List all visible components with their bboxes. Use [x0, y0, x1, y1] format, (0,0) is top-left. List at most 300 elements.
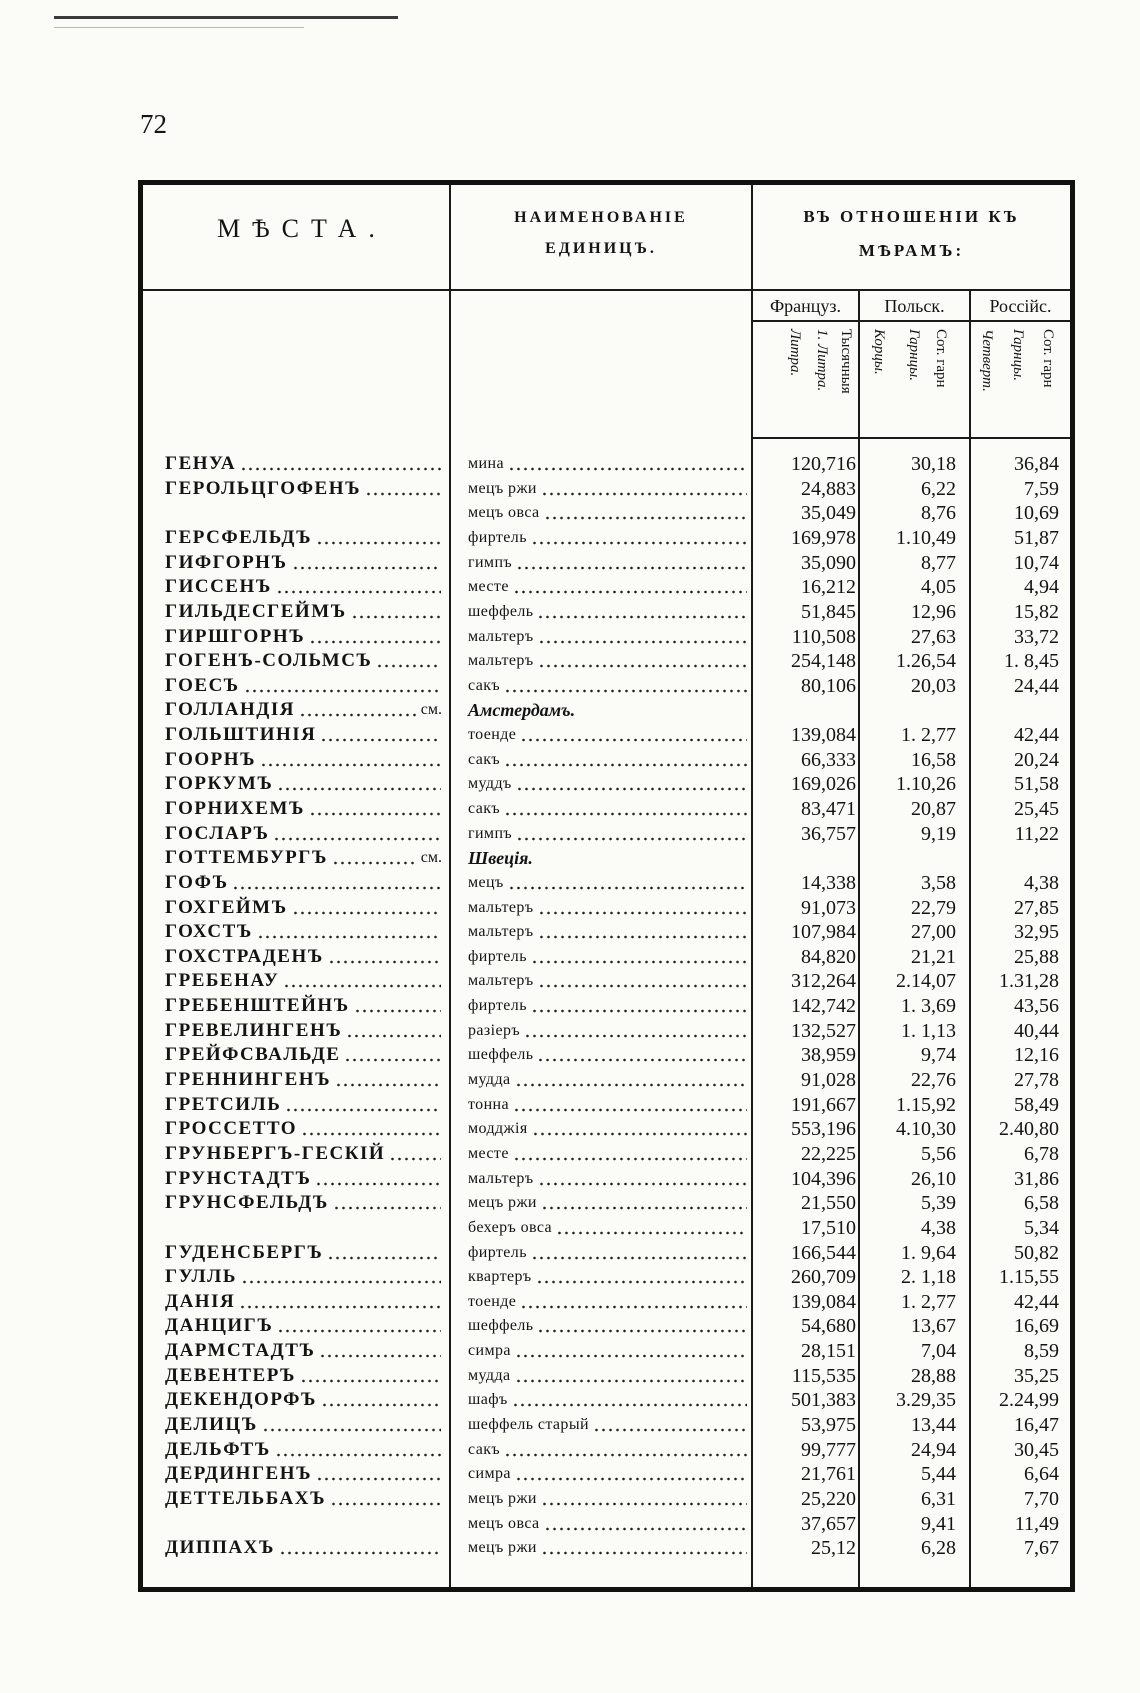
leader-dots — [541, 492, 747, 496]
place-name: ГЕРОЛЬЦГОФЕНЪ — [165, 477, 362, 499]
unit-name: тоенде — [468, 726, 517, 743]
unit-cell — [468, 896, 748, 920]
leader-dots — [344, 1058, 441, 1062]
leader-dots — [309, 812, 441, 816]
value-russian: 50,82 — [1014, 1241, 1059, 1264]
value-russian: 42,44 — [1014, 724, 1059, 746]
leader-dots — [538, 911, 748, 915]
leader-dots — [513, 590, 747, 594]
place-name: ГООРНЪ — [165, 748, 257, 770]
header-measures-line2: МѢРАМЪ: — [858, 241, 965, 260]
cross-reference: Амстердамъ. — [468, 700, 576, 721]
value-polish: 22,79 — [911, 896, 956, 919]
place-name: ГЕНУА — [165, 453, 237, 474]
unit-name: мудда — [468, 1366, 511, 1384]
leader-dots — [321, 1403, 441, 1407]
leader-dots — [244, 689, 441, 693]
unit-name: мецъ ржи — [468, 1489, 537, 1507]
unit-name: месте — [468, 1144, 509, 1162]
value-french: 91,028 — [801, 1069, 856, 1091]
table-row — [0, 600, 1140, 624]
table-row — [0, 1413, 1140, 1437]
value-russian: 27,78 — [1014, 1069, 1059, 1091]
value-russian: 33,72 — [1014, 625, 1059, 648]
leader-dots — [513, 1108, 747, 1112]
header-units-line2: ЕДИНИЦЪ. — [545, 240, 657, 257]
leader-dots — [328, 960, 441, 964]
place-name: ДАНІЯ — [165, 1290, 236, 1312]
value-polish: 8,77 — [921, 551, 956, 574]
value-polish: 2. 1,18 — [901, 1266, 956, 1289]
unit-cell — [468, 551, 748, 575]
unit-name: гимпъ — [468, 824, 513, 842]
place-cell — [165, 1438, 442, 1462]
leader-dots — [531, 541, 747, 545]
unit-cell — [468, 723, 748, 747]
place-name: ГОРКУМЪ — [165, 773, 274, 795]
table-row — [0, 575, 1140, 599]
value-russian: 10,74 — [1014, 551, 1059, 574]
place-cell — [165, 1167, 442, 1191]
unit-name: гимпъ — [468, 553, 513, 571]
value-russian: 43,56 — [1014, 995, 1059, 1018]
table-row — [0, 846, 1140, 870]
table-row — [0, 674, 1140, 698]
value-russian: 24,44 — [1014, 674, 1059, 697]
place-cell — [165, 575, 442, 599]
value-polish: 1. 9,64 — [901, 1241, 956, 1264]
table-row — [0, 797, 1140, 821]
unit-name: мудда — [468, 1071, 511, 1088]
place-cell — [165, 1068, 442, 1092]
place-name: ГРУНБЕРГЪ-ГЕСКІЙ — [165, 1142, 386, 1164]
value-polish: 1. 2,77 — [901, 1290, 956, 1313]
polish-unit-label: Корцы. — [871, 329, 887, 375]
value-russian: 30,45 — [1014, 1438, 1059, 1461]
leader-dots — [315, 1182, 441, 1186]
french-unit-label: Тысячныя — [838, 329, 854, 394]
value-polish: 8,76 — [921, 502, 956, 525]
leader-dots — [541, 1206, 747, 1210]
leader-dots — [262, 1428, 441, 1432]
leader-dots — [516, 566, 747, 570]
value-polish: 27,63 — [911, 625, 956, 648]
cross-reference: Швеція. — [468, 848, 533, 869]
unit-cell — [468, 846, 748, 870]
value-russian: 2.24,99 — [999, 1389, 1059, 1412]
leader-dots — [536, 1280, 747, 1284]
unit-cell — [468, 1043, 748, 1067]
leader-dots — [524, 1034, 747, 1038]
top-rule — [54, 16, 398, 19]
value-french: 51,845 — [801, 600, 856, 623]
place-cell — [165, 551, 442, 575]
value-french: 83,471 — [801, 798, 856, 820]
place-name: ГОЛЬШТИНІЯ — [165, 724, 317, 745]
unit-cell — [468, 822, 748, 846]
unit-name: сакъ — [468, 676, 501, 694]
unit-name: фиртель — [468, 947, 527, 965]
place-name: ГУДЕНСБЕРГЪ — [165, 1241, 324, 1263]
place-name: ГРОССЕТТО — [165, 1118, 298, 1140]
value-russian: 4,38 — [1024, 871, 1059, 894]
leader-dots — [532, 1132, 747, 1136]
unit-name: месте — [468, 578, 509, 596]
header-units-line1: НАИМЕНОВАНІЕ — [514, 209, 688, 226]
place-cell — [165, 1216, 442, 1240]
place-cell — [165, 501, 442, 525]
table-row — [0, 501, 1140, 525]
value-french: 17,510 — [801, 1216, 856, 1239]
place-cell — [165, 723, 442, 747]
leader-dots — [330, 1502, 441, 1506]
page-number: 72 — [140, 109, 167, 139]
value-russian: 1.31,28 — [999, 970, 1059, 993]
header-places: МѢСТА. — [217, 214, 387, 243]
place-cell — [165, 526, 442, 550]
table-row — [0, 1241, 1140, 1265]
value-polish: 13,44 — [911, 1414, 956, 1436]
leader-dots — [515, 1379, 748, 1383]
value-polish: 4,38 — [921, 1216, 956, 1239]
place-cell — [165, 896, 442, 920]
value-french: 25,12 — [811, 1537, 856, 1560]
value-french: 38,959 — [801, 1044, 856, 1067]
french-unit-label: Литра. — [787, 329, 803, 377]
value-polish: 26,10 — [911, 1167, 956, 1190]
value-russian: 5,34 — [1024, 1216, 1059, 1239]
value-french: 115,535 — [791, 1364, 856, 1387]
unit-cell — [468, 1290, 748, 1314]
value-french: 16,212 — [801, 576, 856, 599]
leader-dots — [354, 1009, 441, 1013]
value-french: 120,716 — [791, 453, 856, 475]
value-french: 501,383 — [791, 1389, 856, 1412]
table-row — [0, 1388, 1140, 1412]
unit-cell — [468, 1241, 748, 1265]
value-french: 110,508 — [791, 625, 856, 648]
leader-dots — [544, 516, 747, 520]
unit-name: мецъ овса — [468, 1514, 540, 1532]
leader-dots — [299, 713, 417, 717]
value-french: 169,978 — [791, 526, 856, 549]
leader-dots — [556, 1231, 747, 1235]
value-french: 91,073 — [801, 896, 856, 919]
place-name: ГРЕЙФСВАЛЬДЕ — [165, 1044, 341, 1066]
value-polish: 5,44 — [921, 1463, 956, 1486]
table-row — [0, 1142, 1140, 1166]
leader-dots — [240, 467, 441, 471]
place-name: ГРЕННИНГЕНЪ — [165, 1069, 332, 1090]
place-name: ГОРНИХЕМЪ — [165, 798, 305, 819]
value-french: 14,338 — [801, 871, 856, 894]
unit-name: мальтеръ — [468, 898, 534, 916]
unit-cell — [468, 477, 748, 501]
unit-cell — [468, 625, 748, 649]
unit-name: симра — [468, 1465, 511, 1483]
value-french: 139,084 — [791, 724, 856, 746]
see-label: см. — [420, 849, 442, 867]
value-russian: 7,59 — [1024, 477, 1059, 500]
table-row — [0, 871, 1140, 895]
place-cell — [165, 822, 442, 846]
place-cell — [165, 797, 442, 821]
value-french: 169,026 — [791, 773, 856, 796]
table-row — [0, 1290, 1140, 1314]
unit-name: бехеръ овса — [468, 1218, 553, 1236]
value-russian: 51,58 — [1014, 773, 1059, 796]
see-label: см. — [420, 701, 442, 719]
leader-dots — [512, 1403, 747, 1407]
leader-dots — [275, 1453, 441, 1457]
unit-name: мальтеръ — [468, 652, 534, 670]
unit-name: шафъ — [468, 1391, 508, 1409]
place-name: ГОХГЕЙМЪ — [165, 896, 288, 918]
value-polish: 1.26,54 — [896, 650, 956, 673]
value-polish: 1.15,92 — [896, 1093, 956, 1116]
table-row — [0, 1438, 1140, 1462]
place-cell — [165, 871, 442, 895]
leader-dots — [516, 787, 747, 791]
value-russian: 8,59 — [1024, 1340, 1059, 1362]
place-cell — [165, 1487, 442, 1511]
leader-dots — [279, 1551, 441, 1555]
place-cell — [165, 1536, 442, 1560]
value-polish: 9,74 — [921, 1044, 956, 1067]
unit-name: тоенде — [468, 1292, 517, 1310]
place-cell — [165, 625, 442, 649]
leader-dots — [531, 1256, 747, 1260]
russian-unit-label: Гарнцы. — [1010, 329, 1026, 382]
value-french: 35,049 — [801, 502, 856, 525]
unit-cell — [468, 1536, 748, 1560]
leader-dots — [504, 1453, 747, 1457]
place-cell — [165, 1339, 442, 1363]
leader-dots — [537, 1058, 747, 1062]
value-polish: 1. 3,69 — [901, 995, 956, 1018]
unit-name: фиртель — [468, 1243, 527, 1261]
value-french: 54,680 — [801, 1315, 856, 1338]
polish-unit-label: Гарнцы. — [906, 329, 922, 382]
place-name: ГРЕВЕЛИНГЕНЪ — [165, 1019, 343, 1041]
unit-name: мецъ овса — [468, 504, 540, 522]
leader-dots — [516, 837, 747, 841]
leader-dots — [515, 1354, 747, 1358]
leader-dots — [301, 1132, 441, 1136]
unit-name: сакъ — [468, 800, 501, 817]
unit-name: сакъ — [468, 750, 501, 768]
leader-dots — [538, 935, 748, 939]
russian-unit-label: Четверт. — [979, 329, 995, 392]
value-french: 191,667 — [791, 1093, 856, 1116]
place-cell — [165, 1093, 442, 1117]
value-polish: 28,88 — [911, 1364, 956, 1387]
place-name: ДЕВЕНТЕРЪ — [165, 1364, 296, 1386]
table-row — [0, 822, 1140, 846]
unit-cell — [468, 994, 748, 1018]
value-polish: 24,94 — [911, 1438, 956, 1461]
unit-cell — [468, 1413, 748, 1437]
table-row — [0, 994, 1140, 1018]
unit-cell — [468, 1265, 748, 1289]
leader-dots — [309, 640, 441, 644]
value-french: 84,820 — [801, 945, 856, 968]
unit-name: мина — [468, 455, 504, 472]
unit-name: тонна — [468, 1095, 510, 1113]
value-russian: 2.40,80 — [999, 1118, 1059, 1141]
value-polish: 1. 1,13 — [901, 1019, 956, 1042]
leader-dots — [513, 1157, 747, 1161]
leader-dots — [376, 664, 441, 668]
leader-dots — [316, 1477, 441, 1481]
leader-dots — [273, 837, 441, 841]
value-russian: 32,95 — [1014, 921, 1059, 944]
leader-dots — [538, 664, 748, 668]
unit-cell — [468, 526, 748, 550]
unit-cell — [468, 501, 748, 525]
table-row — [0, 1536, 1140, 1560]
unit-name: сакъ — [468, 1440, 501, 1458]
place-name: ГОЕСЪ — [165, 674, 240, 696]
place-cell — [165, 1364, 442, 1388]
table-row — [0, 1043, 1140, 1067]
place-name: ДИППАХЪ — [165, 1537, 275, 1559]
value-russian: 12,16 — [1014, 1044, 1059, 1067]
place-name: ДЕТТЕЛЬБАХЪ — [165, 1487, 327, 1509]
unit-cell — [468, 1364, 748, 1388]
leader-dots — [277, 1329, 441, 1333]
place-cell — [165, 1413, 442, 1437]
value-russian: 36,84 — [1014, 453, 1059, 475]
table-row — [0, 1512, 1140, 1536]
value-russian: 58,49 — [1014, 1093, 1059, 1116]
unit-cell — [468, 1117, 748, 1141]
place-name: ГИРШГОРНЪ — [165, 625, 306, 647]
leader-dots — [332, 861, 417, 865]
value-polish: 16,58 — [911, 748, 956, 771]
value-polish: 1.10,26 — [896, 773, 956, 796]
table-row — [0, 477, 1140, 501]
place-name: ГИФГОРНЪ — [165, 551, 288, 573]
table-row — [0, 772, 1140, 796]
value-russian: 11,22 — [1014, 822, 1059, 845]
place-name: ГОХСТРАДЕНЪ — [165, 945, 324, 967]
unit-name: модджія — [468, 1120, 528, 1138]
value-french: 80,106 — [801, 674, 856, 697]
unit-cell — [468, 674, 748, 698]
leader-dots — [593, 1428, 747, 1432]
value-russian: 6,58 — [1024, 1192, 1059, 1215]
value-polish: 9,19 — [921, 822, 956, 845]
value-russian: 35,25 — [1014, 1364, 1059, 1387]
unit-name: симра — [468, 1342, 511, 1359]
leader-dots — [320, 738, 441, 742]
unit-cell — [468, 945, 748, 969]
place-name: ГРЕТСИЛЬ — [165, 1093, 282, 1115]
place-name: ГОТТЕМБУРГЪ — [165, 847, 328, 869]
value-polish: 6,22 — [921, 477, 956, 500]
unit-name: мецъ ржи — [468, 1539, 537, 1557]
place-cell — [165, 1191, 442, 1215]
leader-dots — [520, 1305, 747, 1309]
leader-dots — [531, 960, 747, 964]
leader-dots — [327, 1256, 441, 1260]
place-cell — [165, 452, 442, 476]
place-cell — [165, 1512, 442, 1536]
value-french: 21,761 — [801, 1463, 856, 1486]
place-name: ГОФЪ — [165, 871, 229, 893]
unit-name: мецъ ржи — [468, 479, 537, 497]
unit-name: шеффель — [468, 1046, 534, 1064]
unit-cell — [468, 1191, 748, 1215]
leader-dots — [389, 1157, 441, 1161]
value-russian: 15,82 — [1014, 600, 1059, 623]
value-russian: 27,85 — [1014, 896, 1059, 919]
value-polish: 30,18 — [911, 453, 956, 475]
unit-cell — [468, 1167, 748, 1191]
value-polish: 20,03 — [911, 674, 956, 697]
value-polish: 7,04 — [921, 1340, 956, 1362]
table-row — [0, 1265, 1140, 1289]
leader-dots — [285, 1108, 441, 1112]
unit-cell — [468, 871, 748, 895]
place-cell — [165, 772, 442, 796]
unit-cell — [468, 698, 748, 722]
value-french: 28,151 — [801, 1340, 856, 1362]
value-russian: 11,49 — [1014, 1512, 1059, 1535]
unit-cell — [468, 969, 748, 993]
table-row — [0, 748, 1140, 772]
table-row — [0, 1487, 1140, 1511]
unit-cell — [468, 1093, 748, 1117]
value-french: 99,777 — [801, 1438, 856, 1461]
value-polish: 27,00 — [911, 921, 956, 944]
unit-name: мальтеръ — [468, 972, 534, 990]
value-russian: 20,24 — [1014, 748, 1059, 771]
value-french: 107,984 — [791, 921, 856, 944]
value-french: 21,550 — [801, 1192, 856, 1215]
leader-dots — [241, 1280, 441, 1284]
leader-dots — [300, 1379, 441, 1383]
value-french: 166,544 — [791, 1241, 856, 1264]
place-name: ГРЕБЕНШТЕЙНЪ — [165, 995, 350, 1017]
leader-dots — [277, 787, 441, 791]
russian-unit-label: Сот. гарн — [1040, 329, 1056, 388]
place-cell — [165, 649, 442, 673]
value-polish: 12,96 — [911, 600, 956, 623]
leader-dots — [365, 492, 441, 496]
value-french: 36,757 — [801, 822, 856, 845]
value-french: 132,527 — [791, 1019, 856, 1042]
subheader-polish: Польск. — [884, 296, 945, 316]
value-polish: 3,58 — [921, 871, 956, 894]
value-polish: 9,41 — [921, 1512, 956, 1535]
value-russian: 16,69 — [1014, 1315, 1059, 1338]
header-rule — [143, 289, 1070, 291]
unit-name: мальтеръ — [468, 923, 534, 941]
table-row — [0, 526, 1140, 550]
place-cell — [165, 994, 442, 1018]
value-french: 37,657 — [801, 1512, 856, 1535]
top-rule-faint — [54, 27, 304, 28]
value-russian: 6,64 — [1024, 1463, 1059, 1486]
leader-dots — [515, 1477, 747, 1481]
leader-dots — [283, 984, 441, 988]
table-row — [0, 1339, 1140, 1363]
place-cell — [165, 1241, 442, 1265]
unit-cell — [468, 1216, 748, 1240]
leader-dots — [541, 1551, 747, 1555]
